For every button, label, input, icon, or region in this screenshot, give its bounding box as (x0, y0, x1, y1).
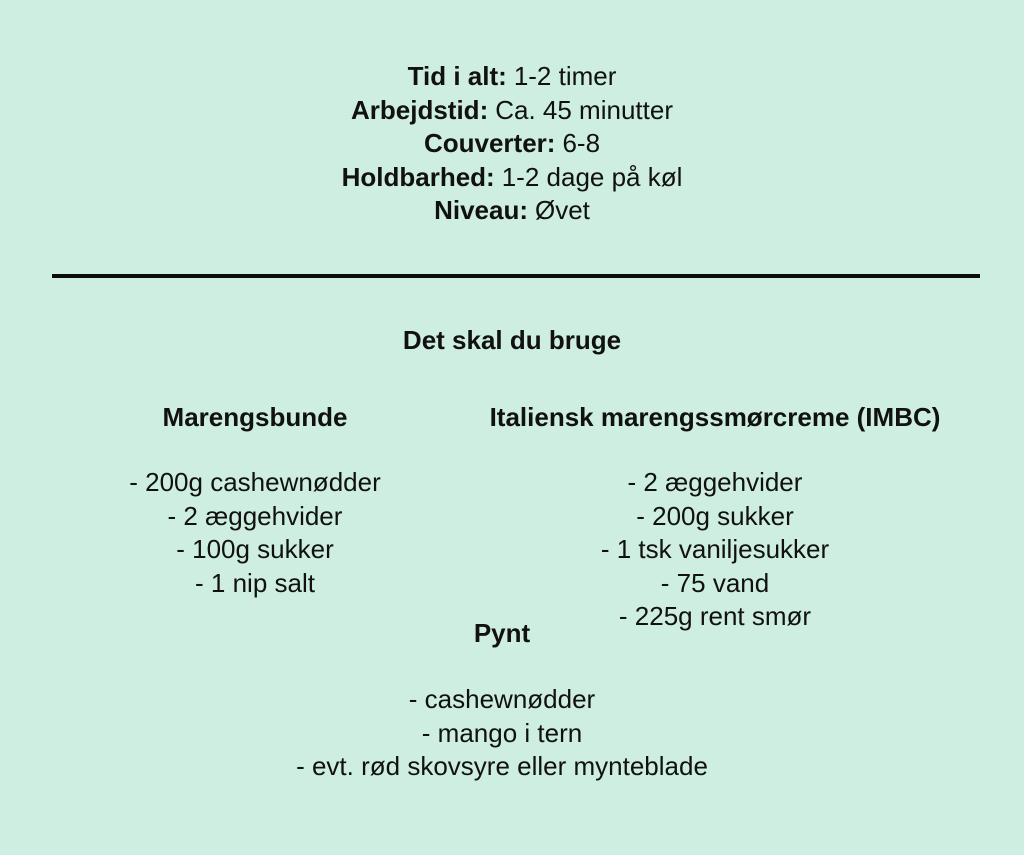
horizontal-divider (52, 274, 980, 278)
section-title-imbc: Italiensk marengssmørcreme (IMBC) (489, 402, 941, 432)
meta-line-servings (0, 127, 1024, 161)
meta-value: Øvet (535, 195, 590, 225)
meta-label: Arbejdstid: (351, 94, 489, 125)
meta-line-level (0, 194, 1024, 228)
section-title-marengsbunde: Marengsbunde (162, 402, 348, 432)
meta-line-shelf-life (0, 161, 1024, 195)
meta-label: Tid i alt: (407, 61, 507, 91)
ingredient-list-imbc (480, 466, 950, 634)
ingredient-item: - cashewnødder (408, 684, 596, 714)
ingredient-item: - 200g sukker (636, 500, 794, 531)
ingredient-item: - 1 tsk vaniljesukker (600, 534, 830, 564)
meta-value: 1-2 dage på køl (501, 161, 683, 192)
meta-line-work-time (0, 94, 1024, 128)
meta-value: Ca. 45 minutter (495, 94, 673, 125)
section-title-pynt: Pynt (473, 618, 531, 648)
meta-value: 1-2 timer (513, 61, 617, 91)
ingredient-item: - 2 æggehvider (167, 500, 343, 531)
ingredient-item: - 75 vand (660, 567, 770, 598)
ingredient-list-pynt (0, 683, 1004, 784)
ingredient-item: - 1 nip salt (195, 567, 315, 598)
ingredient-item: - mango i tern (421, 717, 583, 748)
meta-label: Niveau: (434, 195, 528, 225)
meta-line-total-time (0, 60, 1024, 94)
ingredient-item: - 200g cashewnødder (129, 467, 381, 497)
meta-value: 6-8 (562, 128, 601, 158)
ingredient-item: - 100g sukker (176, 534, 334, 564)
ingredient-item: - 2 æggehvider (627, 467, 803, 497)
ingredient-item: - evt. rød skovsyre eller mynteblade (296, 751, 708, 781)
ingredients-heading: Det skal du bruge (402, 325, 622, 355)
meta-label: Holdbarhed: (341, 161, 495, 192)
ingredient-list-marengsbunde (20, 466, 490, 600)
recipe-meta-block (0, 60, 1024, 228)
meta-label: Couverter: (423, 128, 556, 158)
ingredient-item: - 225g rent smør (618, 601, 812, 631)
